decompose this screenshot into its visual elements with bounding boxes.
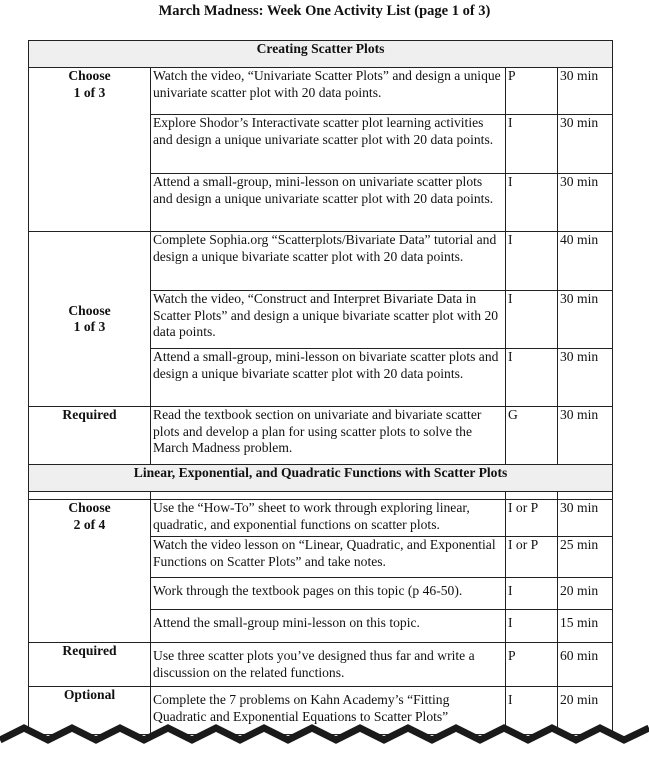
- group-label-line1: Required: [62, 407, 117, 422]
- activity-code: I: [506, 115, 558, 174]
- group-label: [29, 500, 151, 643]
- activity-code: I: [506, 349, 558, 407]
- activity-description: Attend a small-group, mini-lesson on univariate scatter plots and design a unique univariate scatter plot with 20 data points.: [151, 174, 506, 232]
- activity-code: I: [506, 174, 558, 232]
- activity-time: 25 min: [558, 537, 613, 578]
- activity-code: I: [506, 687, 558, 735]
- activity-time: 30 min: [558, 349, 613, 407]
- table-row: [29, 407, 613, 465]
- group-label-line2: 2 of 4: [73, 516, 106, 532]
- table-row: [29, 643, 613, 687]
- activity-description: Complete the 7 problems on Kahn Academy’s “Fitting Quadratic and Exponential Equations to Scatter Plots”: [151, 687, 506, 735]
- group-label: [29, 643, 151, 687]
- group-label: [29, 407, 151, 465]
- section-header-row: [29, 465, 613, 492]
- activity-description: Work through the textbook pages on this topic (p 46-50).: [151, 578, 506, 610]
- group-label-line1: Choose: [68, 302, 111, 318]
- activity-table: [28, 40, 613, 735]
- group-label-line2: 1 of 3: [73, 319, 106, 334]
- group-label-line1: Required: [62, 643, 117, 658]
- activity-description: Read the textbook section on univariate and bivariate scatter plots and develop a plan for using scatter plots to solve the March Madness problem.: [151, 407, 506, 465]
- activity-code: P: [506, 643, 558, 687]
- group-label-line1: Optional: [63, 687, 116, 702]
- group-label-line2: 1 of 3: [73, 84, 106, 100]
- activity-code: P: [506, 68, 558, 115]
- activity-description: Attend the small-group mini-lesson on this topic.: [151, 610, 506, 643]
- activity-description: Use three scatter plots you’ve designed thus far and write a discussion on the related functions.: [151, 643, 506, 687]
- section-heading: Linear, Exponential, and Quadratic Functions with Scatter Plots: [29, 465, 613, 492]
- activity-time: 30 min: [558, 407, 613, 465]
- table-row: [29, 232, 613, 291]
- activity-time: 20 min: [558, 578, 613, 610]
- group-label: [29, 68, 151, 232]
- activity-time: 15 min: [558, 610, 613, 643]
- table-row: [29, 500, 613, 537]
- activity-code: I: [506, 578, 558, 610]
- activity-description: Use the “How-To” sheet to work through exploring linear, quadratic, and exponential functions on scatter plots.: [151, 500, 506, 537]
- group-label-line1: Choose: [68, 500, 111, 515]
- activity-time: 30 min: [558, 500, 613, 537]
- activity-description: Watch the video, “Univariate Scatter Plots” and design a unique univariate scatter plot with 20 data points.: [151, 68, 506, 115]
- activity-description: Attend a small-group, mini-lesson on bivariate scatter plots and design a unique bivariate scatter plot with 20 data points.: [151, 349, 506, 407]
- group-label: [29, 232, 151, 407]
- page-title: March Madness: Week One Activity List (page 1 of 3): [158, 3, 491, 19]
- activity-code: I: [506, 232, 558, 291]
- activity-time: 30 min: [558, 291, 613, 349]
- activity-description: Explore Shodor’s Interactivate scatter plot learning activities and design a unique univariate scatter plot with 20 data points.: [151, 115, 506, 174]
- activity-time: 60 min: [558, 643, 613, 687]
- activity-description: Watch the video, “Construct and Interpret Bivariate Data in Scatter Plots” and design a unique bivariate scatter plot with 20 data points.: [151, 291, 506, 349]
- activity-code: I or P: [506, 500, 558, 537]
- activity-time: 30 min: [558, 115, 613, 174]
- activity-time: 30 min: [558, 68, 613, 115]
- activity-code: I: [506, 610, 558, 643]
- group-label-line1: Choose: [68, 68, 111, 83]
- activity-time: 20 min: [558, 687, 613, 735]
- section-heading: Creating Scatter Plots: [29, 41, 613, 68]
- torn-edge-zigzag: [0, 714, 649, 765]
- activity-time: 40 min: [558, 232, 613, 291]
- spacer-row: [29, 492, 613, 500]
- activity-code: I: [506, 291, 558, 349]
- section-header-row: [29, 41, 613, 68]
- activity-code: G: [506, 407, 558, 465]
- table-row: [29, 68, 613, 115]
- activity-description: Complete Sophia.org “Scatterplots/Bivariate Data” tutorial and design a unique bivariate scatter plot with 20 data points.: [151, 232, 506, 291]
- activity-code: I or P: [506, 537, 558, 578]
- activity-description: Watch the video lesson on “Linear, Quadratic, and Exponential Functions on Scatter Plots” and take notes.: [151, 537, 506, 578]
- activity-time: 30 min: [558, 174, 613, 232]
